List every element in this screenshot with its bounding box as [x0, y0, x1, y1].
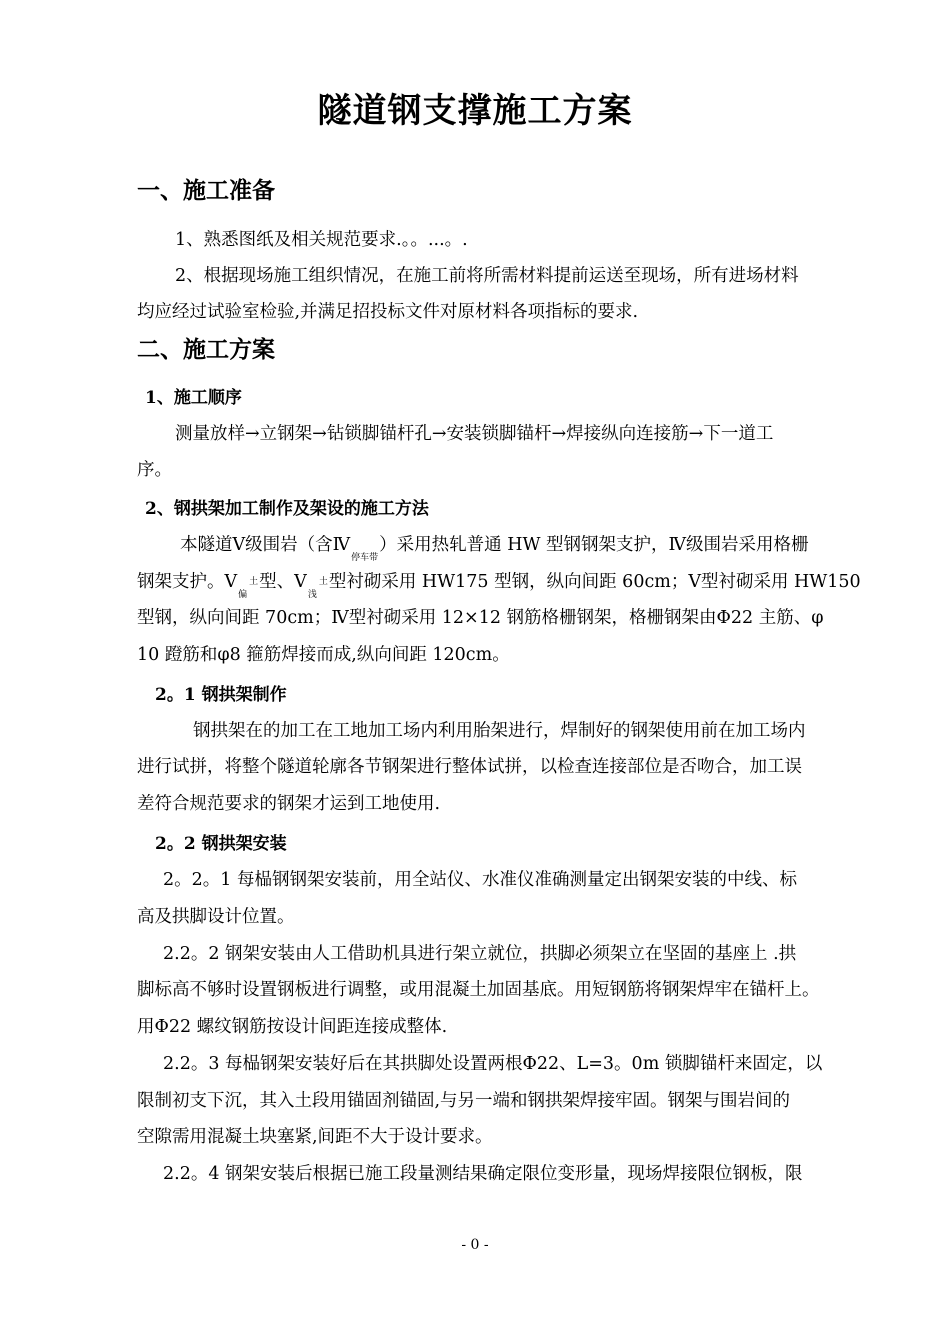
subsection-heading-sequence: 1、施工顺序: [145, 388, 242, 408]
subsection-heading-installation: 2。2 钢拱架安装: [155, 834, 287, 854]
superscript: 土: [318, 577, 328, 587]
subscript: 停车带: [351, 553, 379, 563]
paragraph-line: 高及拱脚设计位置。: [137, 907, 295, 927]
paragraph-line: 10 蹬筋和φ8 箍筋焊接而成,纵向间距 120cm。: [137, 645, 510, 665]
paragraph-line: 2.2。2 钢架安装由人工借助机具进行架立就位，拱脚必须架立在坚固的基座上 .拱: [163, 944, 797, 964]
paragraph-line: [180, 531, 809, 563]
superscript: 土: [249, 577, 259, 587]
page-number: - 0 -: [461, 1237, 489, 1253]
paragraph-line: 序。: [137, 460, 172, 480]
paragraph-line: 用Φ22 螺纹钢筋按设计间距连接成整体.: [137, 1017, 448, 1037]
text-run: 型、Ⅴ: [259, 572, 307, 592]
paragraph-line: 限制初支下沉，其入土段用锚固剂锚固,与另一端和钢拱架焊接牢固。钢架与围岩间的: [137, 1091, 791, 1111]
paragraph-line: 差符合规范要求的钢架才运到工地使用.: [137, 794, 441, 814]
text-run: 本隧道Ⅴ级围岩（含Ⅳ: [180, 535, 351, 555]
paragraph-line: 钢拱架在的加工在工地加工场内利用胎架进行，焊制好的钢架使用前在加工场内: [193, 721, 806, 741]
text-run: 钢架支护。Ⅴ: [137, 572, 238, 592]
paragraph-line: 1、熟悉图纸及相关规范要求.。。...。.: [175, 230, 468, 250]
paragraph-line: 2.2。4 钢架安装后根据已施工段量测结果确定限位变形量，现场焊接限位钢板，限: [163, 1164, 803, 1184]
paragraph-line: 空隙需用混凝土块塞紧,间距不大于设计要求。: [137, 1127, 493, 1147]
subsection-heading-method: 2、钢拱架加工制作及架设的施工方法: [145, 499, 429, 519]
paragraph-line: 进行试拼，将整个隧道轮廓各节钢架进行整体试拼，以检查连接部位是否吻合，加工误: [137, 757, 802, 777]
paragraph-line: 2.2。3 每榀钢架安装好后在其拱脚处设置两根Φ22、L=3。0m 锁脚锚杆来固定，以: [163, 1054, 823, 1074]
paragraph-line: 2。2。1 每榀钢钢架安装前，用全站仪、水准仪准确测量定出钢架安装的中线、标: [163, 870, 797, 890]
paragraph-line: 型钢，纵向间距 70cm；Ⅳ型衬砌采用 12×12 钢筋格栅钢架，格栅钢架由Φ22 主筋、φ: [137, 608, 824, 628]
paragraph-line: 均应经过试验室检验,并满足招投标文件对原材料各项指标的要求.: [137, 302, 639, 322]
section-heading-plan: 二、施工方案: [137, 336, 275, 363]
paragraph-line: 2、根据现场施工组织情况，在施工前将所需材料提前运送至现场，所有进场材料: [175, 266, 799, 286]
text-run: ）采用热轧普通 HW 型钢钢架支护，Ⅳ级围岩采用格栅: [379, 535, 809, 555]
paragraph-line: 脚标高不够时设置钢板进行调整，或用混凝土加固基底。用短钢筋将钢架焊牢在锚杆上。: [137, 980, 820, 1000]
subsection-heading-fabrication: 2。1 钢拱架制作: [155, 685, 287, 705]
section-heading-preparation: 一、施工准备: [137, 177, 275, 204]
paragraph-line: [137, 568, 861, 600]
subscript: 浅: [307, 590, 317, 600]
paragraph-line: 测量放样→立钢架→钻锁脚锚杆孔→安装锁脚锚杆→焊接纵向连接筋→下一道工: [175, 424, 774, 444]
subscript: 偏: [238, 590, 248, 600]
text-run: 型衬砌采用 HW175 型钢，纵向间距 60cm；Ⅴ型衬砌采用 HW150: [328, 572, 861, 592]
document-title: 隧道钢支撑施工方案: [317, 91, 633, 131]
